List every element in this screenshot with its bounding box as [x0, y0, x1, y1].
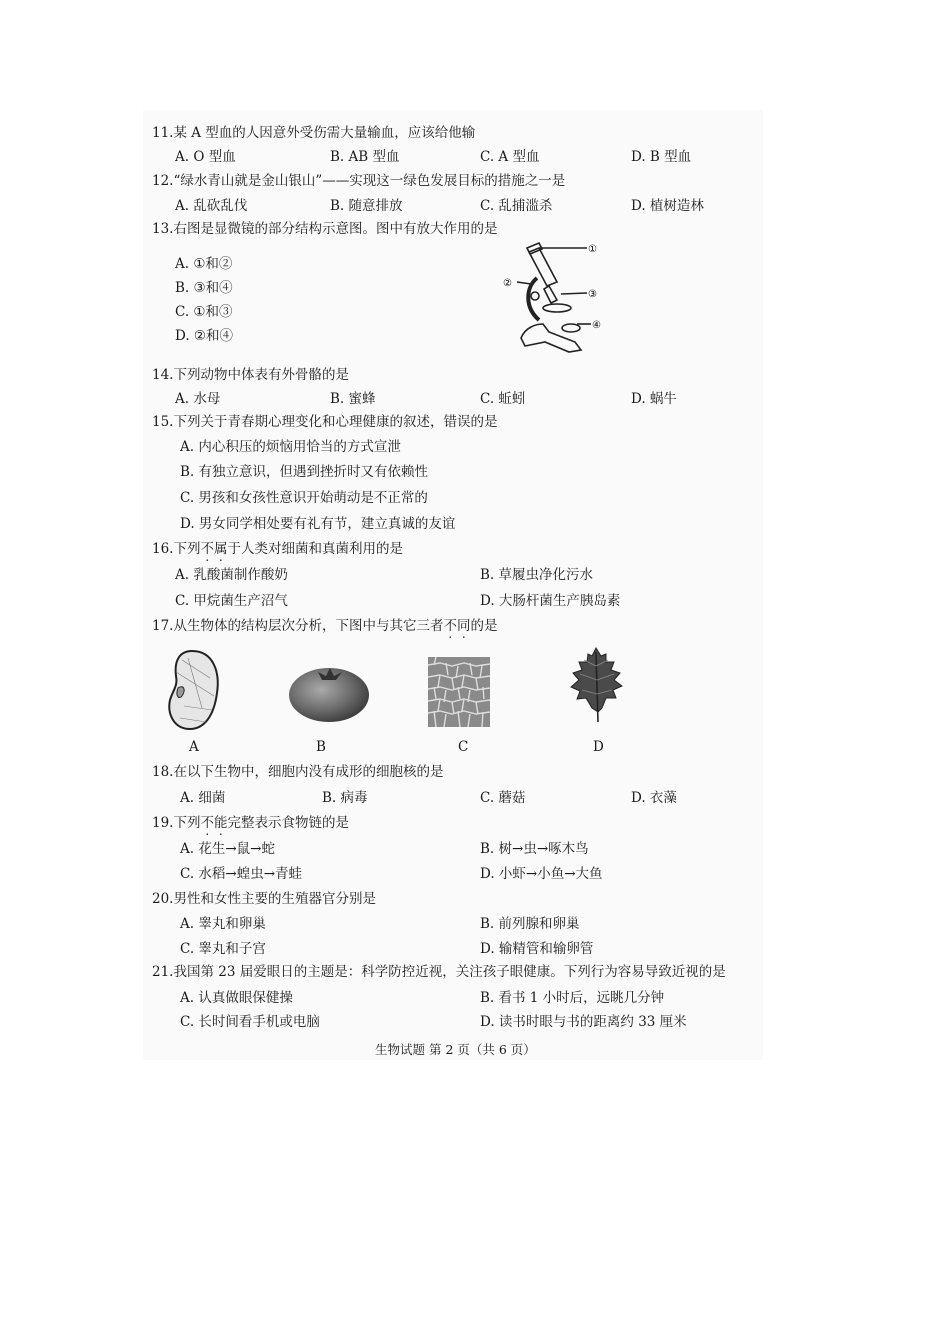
label-3: ③ [588, 289, 597, 300]
q16-stem-pre: 16.下列 [152, 541, 201, 557]
q11-option-a: A. O 型血 [175, 149, 236, 165]
q19-stem-post: 完整表示食物链的是 [227, 815, 349, 831]
q21-option-d: D. 读书时眼与书的距离约 33 厘米 [480, 1014, 687, 1030]
q18-option-a: A. 细菌 [180, 790, 226, 806]
microscope-diagram [495, 238, 610, 356]
q19-emphasis-1: 不 [200, 815, 214, 831]
q11-stem: 11.某 A 型血的人因意外受伤需大量输血，应该给他输 [152, 125, 476, 141]
q21-option-b: B. 看书 1 小时后，远眺几分钟 [480, 990, 665, 1006]
q17-stem-pre: 17.从生物体的结构层次分析，下图中与其它三者 [152, 618, 444, 634]
q13-option-c: C. ①和③ [175, 304, 233, 320]
q14-option-a: A. 水母 [175, 391, 221, 407]
q21-stem: 21.我国第 23 届爱眼日的主题是：科学防控近视，关注孩子眼健康。下列行为容易导致近视的是 [152, 964, 726, 980]
q14-option-c: C. 蚯蚓 [480, 391, 526, 407]
q17-label-c: C [458, 739, 469, 755]
q14-option-d: D. 蜗牛 [631, 391, 677, 407]
q21-option-c: C. 长时间看手机或电脑 [180, 1014, 320, 1030]
q12-option-c: C. 乱捕滥杀 [480, 198, 553, 214]
q20-stem: 20.男性和女性主要的生殖器官分别是 [152, 891, 376, 907]
q16-emphasis-2: 属 [213, 541, 228, 557]
q16-option-c: C. 甲烷菌生产沼气 [175, 593, 288, 609]
page-footer: 生物试题 第 2 页（共 6 页） [375, 1042, 536, 1057]
q18-option-c: C. 蘑菇 [480, 790, 526, 806]
q15-option-b: B. 有独立意识，但遇到挫折时又有依赖性 [180, 464, 429, 480]
q15-option-d: D. 男女同学相处要有礼有节，建立真诚的友谊 [180, 516, 456, 532]
q20-option-b: B. 前列腺和卵巢 [480, 916, 580, 932]
q17-stem [152, 617, 497, 635]
q11-option-c: C. A 型血 [480, 149, 540, 165]
q13-option-a: A. ①和② [175, 256, 233, 272]
q19-emphasis-2: 能 [213, 815, 228, 831]
q16-option-b: B. 草履虫净化污水 [480, 567, 594, 583]
q13-stem: 13.右图是显微镜的部分结构示意图。图中有放大作用的是 [152, 221, 498, 237]
q20-option-a: A. 睾丸和卵巢 [180, 916, 266, 932]
label-2: ② [503, 278, 512, 289]
q14-stem: 14.下列动物中体表有外骨骼的是 [152, 367, 349, 383]
q18-option-d: D. 衣藻 [631, 790, 677, 806]
q20-option-d: D. 输精管和输卵管 [480, 941, 594, 957]
tomato-image [286, 662, 372, 724]
q16-emphasis-1: 不 [200, 541, 214, 557]
q14-option-b: B. 蜜蜂 [330, 391, 376, 407]
q12-stem: 12.“绿水青山就是金山银山”——实现这一绿色发展目标的措施之一是 [152, 173, 566, 189]
q13-option-d: D. ②和④ [175, 328, 234, 344]
q12-option-b: B. 随意排放 [330, 198, 403, 214]
q19-option-d: D. 小虾→小鱼→大鱼 [480, 866, 603, 882]
q13-option-b: B. ③和④ [175, 280, 233, 296]
q16-option-d: D. 大肠杆菌生产胰岛素 [480, 593, 621, 609]
q16-stem-post: 于人类对细菌和真菌利用的是 [227, 541, 403, 557]
q12-option-d: D. 植树造林 [631, 198, 704, 214]
q21-option-a: A. 认真做眼保健操 [180, 990, 293, 1006]
leaf-image [568, 646, 626, 724]
bean-seed-image [162, 648, 222, 732]
q15-option-a: A. 内心积压的烦恼用恰当的方式宣泄 [180, 439, 401, 455]
q17-label-d: D [593, 739, 604, 755]
q17-label-a: A [189, 739, 199, 755]
q15-option-c: C. 男孩和女孩性意识开始萌动是不正常的 [180, 490, 428, 506]
q11-option-b: B. AB 型血 [330, 149, 400, 165]
q20-option-c: C. 睾丸和子宫 [180, 941, 266, 957]
q15-stem: 15.下列关于青春期心理变化和心理健康的叙述，错误的是 [152, 414, 498, 430]
cell-tissue-image [428, 657, 490, 727]
q11-option-d: D. B 型血 [631, 149, 692, 165]
q17-label-b: B [316, 739, 326, 755]
q16-option-a: A. 乳酸菌制作酸奶 [175, 567, 288, 583]
q19-option-b: B. 树→虫→啄木鸟 [480, 841, 589, 857]
q18-stem: 18.在以下生物中，细胞内没有成形的细胞核的是 [152, 764, 444, 780]
q16-stem [152, 540, 403, 558]
q19-option-a: A. 花生→鼠→蛇 [180, 841, 275, 857]
q17-stem-post: 的是 [470, 618, 498, 634]
q12-option-a: A. 乱砍乱伐 [175, 198, 248, 214]
q19-option-c: C. 水稻→蝗虫→青蛙 [180, 866, 303, 882]
q19-stem [152, 814, 349, 832]
q18-option-b: B. 病毒 [322, 790, 368, 806]
q17-emphasis-2: 同 [456, 618, 471, 634]
q17-emphasis-1: 不 [443, 618, 457, 634]
label-1: ① [588, 244, 597, 255]
q19-stem-pre: 19.下列 [152, 815, 201, 831]
label-4: ④ [592, 320, 601, 331]
